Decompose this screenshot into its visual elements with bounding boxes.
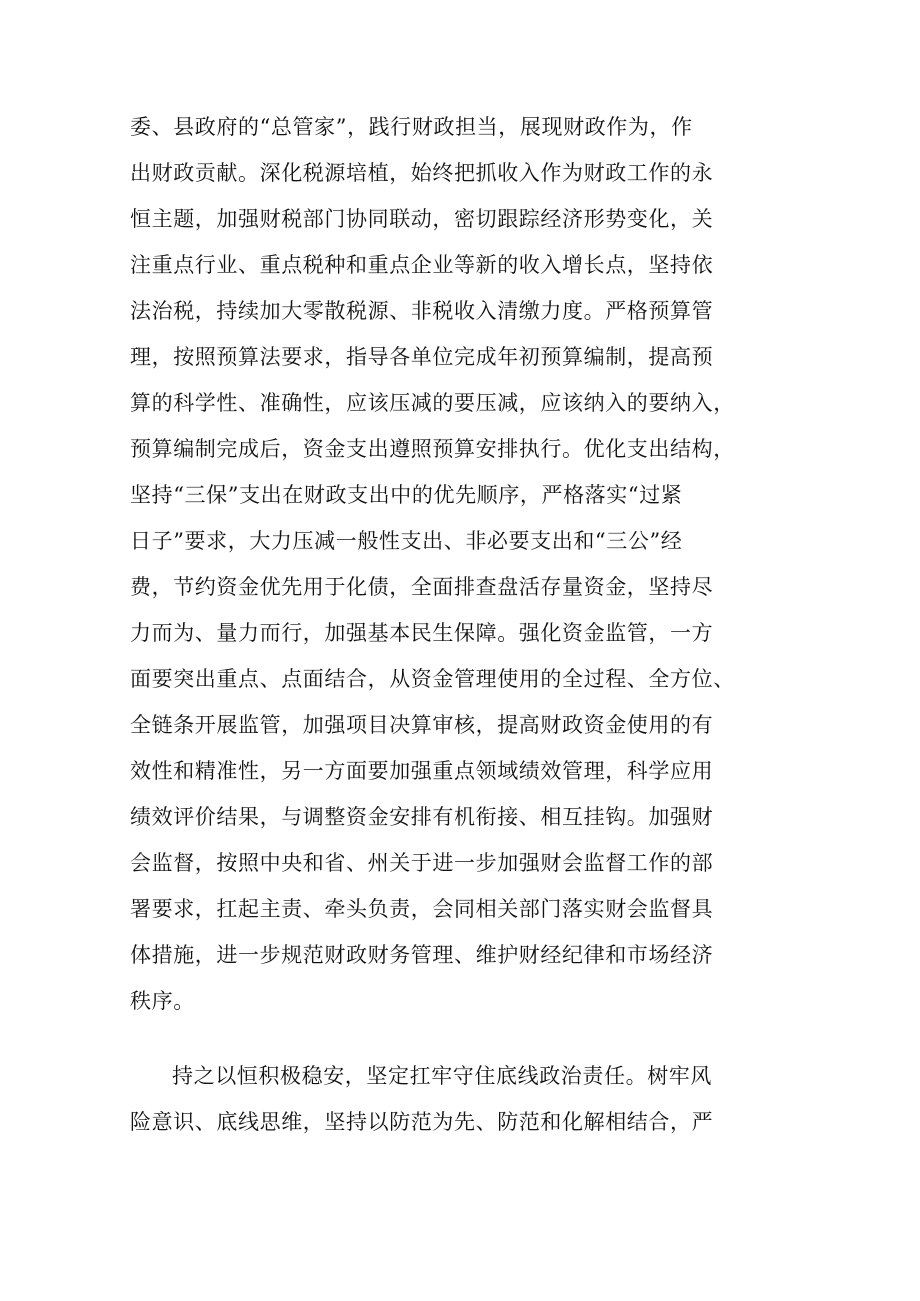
paragraph-1-line-3: 恒主题，加强财税部门协同联动，密切跟踪经济形势变化，关 [130, 207, 714, 231]
paragraph-1-line-2: 出财政贡献。深化税源培植，始终把抓收入作为财政工作的永 [130, 161, 714, 185]
paragraph-1-line-5: 法治税，持续加大零散税源、非税收入清缴力度。严格预算管 [130, 299, 714, 323]
paragraph-1-line-14: 全链条开展监管，加强项目决算审核，提高财政资金使用的有 [130, 713, 714, 737]
paragraph-1-line-10: 日子”要求，大力压减一般性支出、非必要支出和“三公”经 [130, 529, 683, 553]
paragraph-2-line-2: 险意识、底线思维，坚持以防范为先、防范和化解相结合，严 [130, 1110, 714, 1134]
paragraph-1-line-19: 体措施，进一步规范财政财务管理、维护财经纪律和市场经济 [130, 943, 714, 967]
paragraph-1-line-1: 委、县政府的“总管家”，践行财政担当，展现财政作为，作 [130, 115, 693, 139]
paragraph-1-line-9: 坚持“三保”支出在财政支出中的优先顺序，严格落实“过紧 [130, 483, 683, 507]
paragraph-1-line-4: 注重点行业、重点税种和重点企业等新的收入增长点，坚持依 [130, 253, 714, 277]
paragraph-1-line-7: 算的科学性、准确性，应该压减的要压减，应该纳入的要纳入， [130, 391, 735, 415]
paragraph-1-line-13: 面要突出重点、点面结合，从资金管理使用的全过程、全方位、 [130, 667, 735, 691]
paragraph-1-line-17: 会监督，按照中央和省、州关于进一步加强财会监督工作的部 [130, 851, 714, 875]
paragraph-1-line-12: 力而为、量力而行，加强基本民生保障。强化资金监管，一方 [130, 621, 714, 645]
paragraph-1-line-16: 绩效评价结果，与调整资金安排有机衔接、相互挂钩。加强财 [130, 805, 714, 829]
paragraph-1-line-11: 费，节约资金优先用于化债，全面排查盘活存量资金，坚持尽 [130, 575, 714, 599]
paragraph-1-line-6: 理，按照预算法要求，指导各单位完成年初预算编制，提高预 [130, 345, 714, 369]
paragraph-1-line-8: 预算编制完成后，资金支出遵照预算安排执行。优化支出结构， [130, 437, 735, 461]
paragraph-1-line-15: 效性和精准性，另一方面要加强重点领域绩效管理，科学应用 [130, 759, 714, 783]
paragraph-1-line-18: 署要求，扛起主责、牵头负责，会同相关部门落实财会监督具 [130, 897, 714, 921]
paragraph-2-line-1: 持之以恒积极稳安，坚定扛牢守住底线政治责任。树牢风 [172, 1064, 712, 1088]
paragraph-1-line-20: 秩序。 [130, 989, 195, 1013]
